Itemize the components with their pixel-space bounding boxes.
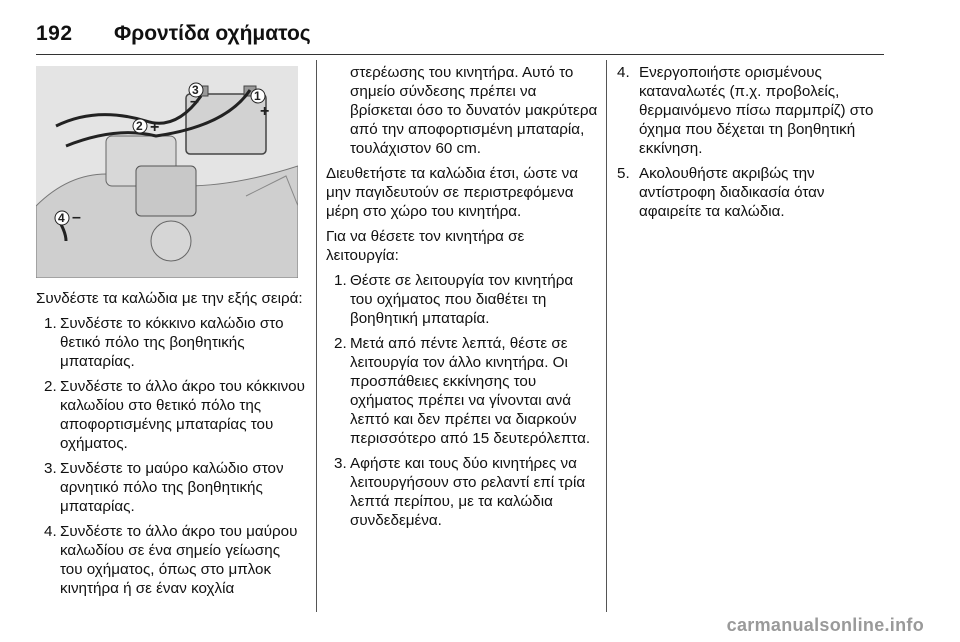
step-number: 4. xyxy=(44,523,57,540)
step-number: 1. xyxy=(44,315,57,332)
step-number: 3. xyxy=(44,460,57,477)
callout-3: 3 xyxy=(192,83,199,97)
step-text: Θέστε σε λειτουργία τον κινητήρα του οχήματος που διαθέτει τη βοηθητική μπαταρία. xyxy=(350,272,574,327)
intro-text: Συνδέστε τα καλώδια με την εξής σειρά: xyxy=(36,290,303,307)
page-title: Φροντίδα οχήματος xyxy=(114,22,311,45)
step-text: Αφήστε και τους δύο κινητήρες να λειτουργήσουν στο ρελαντί επί τρία λεπτά περίπου, με τα καλώδια συνδεδεμένα. xyxy=(350,455,586,529)
step-text: Ενεργοποιήστε ορισμένους καταναλωτές (π.χ. προβολείς, θερμαινόμενο πίσω παρμπρίζ) στο όχημα που δέχεται τη βοηθητική εκκίνηση. xyxy=(639,64,874,157)
list-item xyxy=(36,314,306,371)
jump-start-illustration xyxy=(36,66,298,278)
list-item xyxy=(617,63,887,158)
step-text: Συνδέστε το άλλο άκρο του μαύρου καλωδίου σε ένα σημείο γείωσης του οχήματος, όπως στο μπλοκ κινητήρα ή σε έναν κοχλία xyxy=(60,523,298,597)
step-text: Μετά από πέντε λεπτά, θέστε σε λειτουργία τον άλλο κινητήρα. Οι προσπάθειες εκκίνησης του οχήματος πρέπει να γίνονται ανά λεπτό και δεν πρέπει να διαρκούν περισσότερο από 15 δευτερόλεπτα. xyxy=(350,335,591,447)
start-engine-intro: Για να θέσετε τον κινητήρα σε λειτουργία: xyxy=(326,228,525,264)
step-text: Ακολουθήστε ακριβώς την αντίστροφη διαδικασία όταν αφαιρείτε τα καλώδια. xyxy=(639,165,825,220)
step-number: 5. xyxy=(617,165,630,182)
step-text: Συνδέστε το μαύρο καλώδιο στον αρνητικό πόλο της βοηθητικής μπαταρίας. xyxy=(60,460,284,515)
callout-2: 2 xyxy=(136,119,143,133)
step-text: Συνδέστε το κόκκινο καλώδιο στο θετικό πόλο της βοηθητικής μπαταρίας. xyxy=(60,315,284,370)
continued-step-text: στερέωσης του κινητήρα. Αυτό το σημείο σύνδεσης πρέπει να βρίσκεται όσο το δυνατόν μακρύτερα από την αποφορτισμένη μπαταρία, τουλάχιστον 60 cm. xyxy=(350,64,598,157)
list-item xyxy=(36,459,306,516)
continue-steps-list xyxy=(617,63,887,221)
list-item xyxy=(617,164,887,221)
step-text: Συνδέστε το άλλο άκρο του κόκκινου καλωδίου στο θετικό πόλο της αποφορτισμένης μπαταρίας του οχήματος. xyxy=(60,378,305,452)
list-item xyxy=(326,271,598,328)
plus-sign-1: + xyxy=(260,103,270,120)
column-divider-right xyxy=(606,60,607,612)
callout-1: 1 xyxy=(254,89,261,103)
step-number: 2. xyxy=(334,335,347,352)
cable-routing-text: Διευθετήστε τα καλώδια έτσι, ώστε να μην παγιδευτούν σε περιστρεφόμενα μέρη στο χώρο του κινητήρα. xyxy=(326,165,578,220)
minus-sign-3: – xyxy=(190,93,199,110)
column-divider-left xyxy=(316,60,317,612)
list-item xyxy=(326,454,598,530)
plus-sign-2: + xyxy=(150,119,160,136)
header-rule xyxy=(36,54,884,55)
minus-sign-4: – xyxy=(72,209,81,226)
connect-steps-list xyxy=(36,314,306,598)
list-item xyxy=(36,522,306,598)
page-number: 192 xyxy=(36,22,73,45)
start-steps-list xyxy=(326,271,598,530)
step-number: 1. xyxy=(334,272,347,289)
callout-4: 4 xyxy=(58,211,65,225)
list-item xyxy=(326,334,598,448)
column-left xyxy=(36,289,306,604)
list-item xyxy=(36,377,306,453)
column-middle xyxy=(326,63,598,536)
step-number: 3. xyxy=(334,455,347,472)
step-number: 2. xyxy=(44,378,57,395)
step-number: 4. xyxy=(617,64,630,81)
watermark: carmanualsonline.info xyxy=(726,615,924,635)
engine-bay-drawing xyxy=(36,66,298,278)
column-right xyxy=(617,63,887,227)
